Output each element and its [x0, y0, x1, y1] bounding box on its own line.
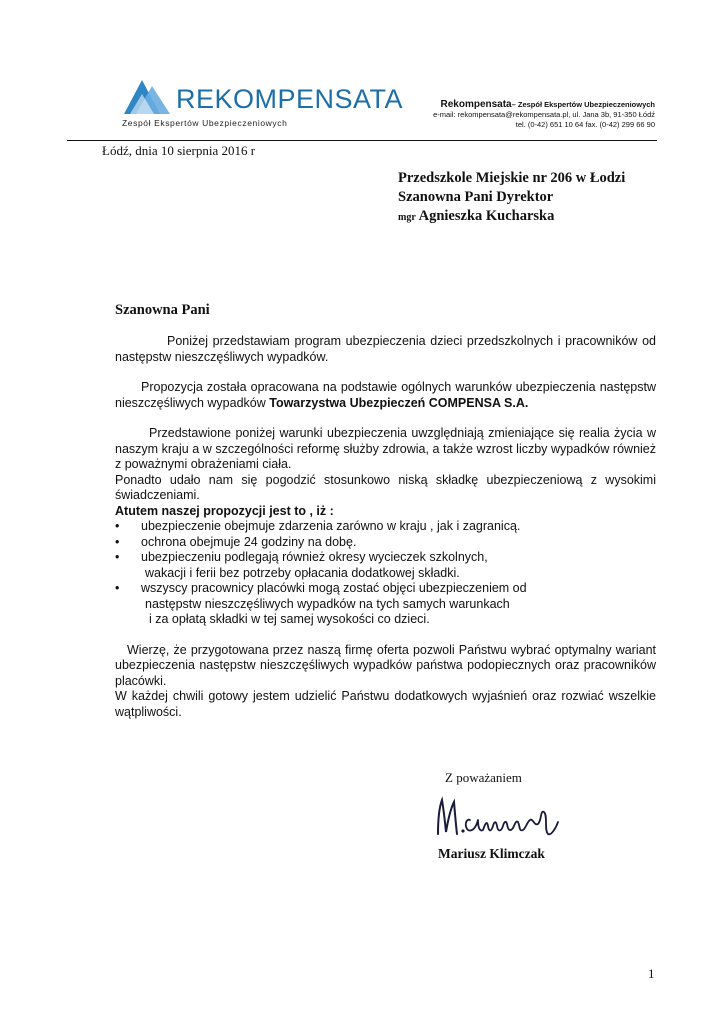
list-item [115, 581, 656, 628]
company-tagline: – Zespół Ekspertów Ubezpieczeniowych [511, 100, 655, 109]
list-item-line: ubezpieczeniu podlegają również okresy wycieczek szkolnych, [141, 550, 488, 564]
recipient-address [398, 169, 625, 227]
insurer-name: Towarzystwa Ubezpieczeń COMPENSA S.A. [269, 395, 529, 410]
recipient-name: Agnieszka Kucharska [418, 208, 555, 224]
recipient-institution: Przedszkole Miejskie nr 206 w Łodzi [398, 170, 626, 186]
recipient-title: mgr [398, 212, 416, 223]
company-name-line [433, 99, 655, 110]
company-contact-block [433, 99, 655, 130]
letter-body [115, 334, 656, 720]
letter-greeting: Szanowna Pani [115, 302, 210, 318]
letter-date: Łódź, dnia 10 sierpnia 2016 r [102, 143, 256, 158]
recipient-salutation: Szanowna Pani Dyrektor [398, 189, 554, 205]
advantages-list [115, 519, 656, 628]
list-item [115, 550, 656, 581]
company-contact-line: e-mail: rekompensata@rekompensata.pl, ul. Jana 3b, 91-350 Łódź [433, 110, 655, 119]
list-item-line: wszyscy pracownicy placówki mogą zostać objęci ubezpieczeniem od [141, 581, 527, 595]
company-logo-icon [122, 76, 172, 116]
list-item-line: i za opłatą składki w tej samej wysokości co dzieci. [149, 612, 430, 626]
paragraph-closing: Wierzę, że przygotowana przez naszą firmę oferta pozwoli Państwu wybrać optymalny wariant ubezpieczenia następstw nieszczęśliwych wypadków państwa podopiecznych oraz pracowników placówki. [115, 642, 656, 688]
paragraph-proposal-text: Propozycja została opracowana na podstawie ogólnych warunków ubezpieczenia następstw nieszczęśliwych wypadków [115, 380, 656, 410]
list-item-line: następstw nieszczęśliwych wypadków na tych samych warunkach [145, 596, 510, 611]
company-name: Rekompensata [440, 99, 512, 110]
paragraph-premium: Ponadto udało nam się pogodzić stosunkowo niską składkę ubezpieczeniową z wysokimi świadczeniami. [115, 472, 656, 502]
advantages-heading [115, 504, 656, 520]
paragraph-intro: Poniżej przedstawiam program ubezpieczenia dzieci przedszkolnych i pracowników od następstw nieszczęśliwych wypadków. [115, 334, 656, 364]
paragraph-availability: W każdej chwili gotowy jestem udzielić Państwu dodatkowych wyjaśnień oraz rozwiać wszelkie wątpliwości. [115, 689, 656, 719]
list-item-line: wakacji i ferii bez potrzeby opłacania dodatkowej składki. [145, 565, 460, 580]
signer-name: Mariusz Klimczak [438, 846, 545, 861]
closing-regards: Z poważaniem [445, 770, 522, 785]
header-divider [67, 140, 657, 141]
recipient-name-line [398, 207, 625, 227]
handwritten-signature [430, 790, 570, 845]
company-phone-line: tel. (0-42) 651 10 64 fax. (0-42) 299 66 90 [515, 120, 655, 129]
advantages-heading-text: Atutem naszej propozycji jest to , iż : [115, 503, 334, 518]
page-number: 1 [648, 966, 655, 981]
list-item: • ochrona obejmuje 24 godziny na dobę. [115, 535, 656, 551]
paragraph-conditions: Przedstawione poniżej warunki ubezpieczenia uwzględniają zmieniające się realia życia w naszym kraju a w szczególności reformę służby zdrowia, a także wzrost liczby wypadków również z poważnymi obrażeniami ciała. [115, 426, 656, 471]
list-item: • ubezpieczenie obejmuje zdarzenia zarówno w kraju , jak i zagranicą. [115, 519, 656, 535]
logo-subtitle: Zespół Ekspertów Ubezpieczeniowych [122, 118, 288, 128]
logo-wordmark: REKOMPENSATA [176, 84, 404, 114]
paragraph-proposal [115, 380, 656, 411]
